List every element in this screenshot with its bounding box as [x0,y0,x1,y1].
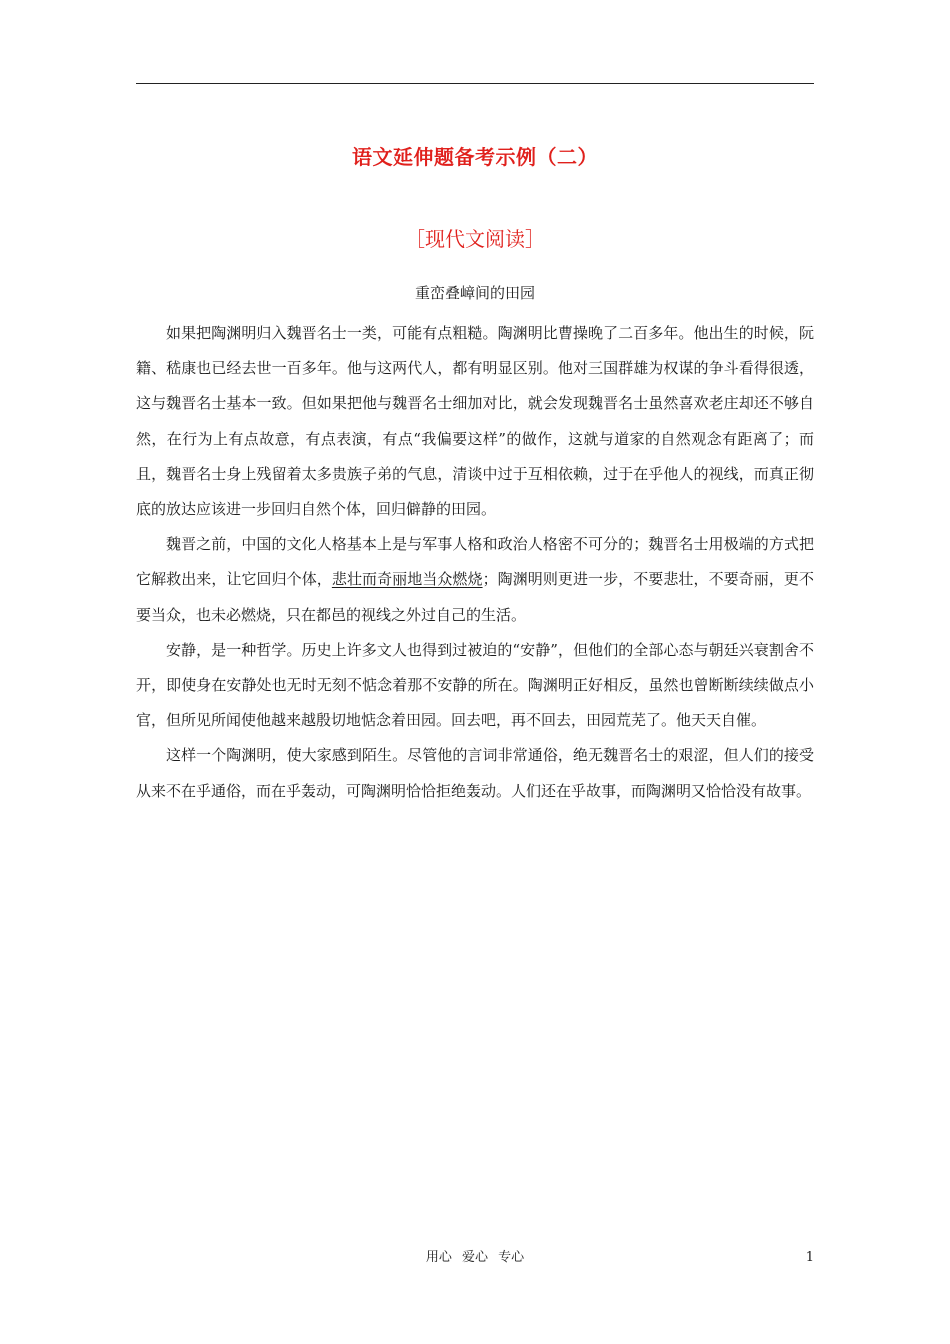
header-rule [136,83,814,84]
article-body [136,316,814,809]
article-title: 重峦叠嶂间的田园 [414,284,535,302]
section-heading: ［现代文阅读］ [405,227,545,251]
underlined-phrase: 悲壮而奇丽地当众燃烧 [331,570,483,589]
paragraph-2-before: 魏晋之前，中国的文化人格基本上是与军事人格和政治人格密不可分的；魏晋名士用极端的方式把它解救出来，让它回归个体， [136,535,814,589]
paragraph-2-after: ；陶渊明则更进一步，不要悲壮，不要奇丽，更不要当众，也未必燃烧，只在都邑的视线之外过自己的生活。 [136,570,814,624]
page-number: 1 [805,1250,814,1265]
paragraph-3: 安静，是一种哲学。历史上许多文人也得到过被迫的“安静”，但他们的全部心态与朝廷兴衰割舍不开，即使身在安静处也无时无刻不惦念着那不安静的所在。陶渊明正好相反，虽然也曾断断续续做点小官，但所见所闻使他越来越殷切地惦念着田园。回去吧，再不回去，田园荒芜了。他天天自催。 [136,640,814,730]
footer-motto: 用心 爱心 专心 [425,1250,525,1265]
document-title: 语文延伸题备考示例（二） [352,145,598,169]
paragraph-2 [136,527,814,633]
paragraph-4: 这样一个陶渊明，使大家感到陌生。尽管他的言词非常通俗，绝无魏晋名士的艰涩，但人们的接受从来不在乎通俗，而在乎轰动，可陶渊明恰恰拒绝轰动。人们还在乎故事，而陶渊明又恰恰没有故事。 [136,746,814,800]
paragraph-1: 如果把陶渊明归入魏晋名士一类，可能有点粗糙。陶渊明比曹操晚了二百多年。他出生的时候，阮籍、嵇康也已经去世一百多年。他与这两代人，都有明显区别。他对三国群雄为权谋的争斗看得很透，这与魏晋名士基本一致。但如果把他与魏晋名士细加对比，就会发现魏晋名士虽然喜欢老庄却还不够自然，在行为上有点故意，有点表演，有点“我偏要这样”的做作，这就与道家的自然观念有距离了；而且，魏晋名士身上残留着太多贵族子弟的气息，清谈中过于互相依赖，过于在乎他人的视线，而真正彻底的放达应该进一步回归自然个体，回归僻静的田园。 [136,324,814,519]
